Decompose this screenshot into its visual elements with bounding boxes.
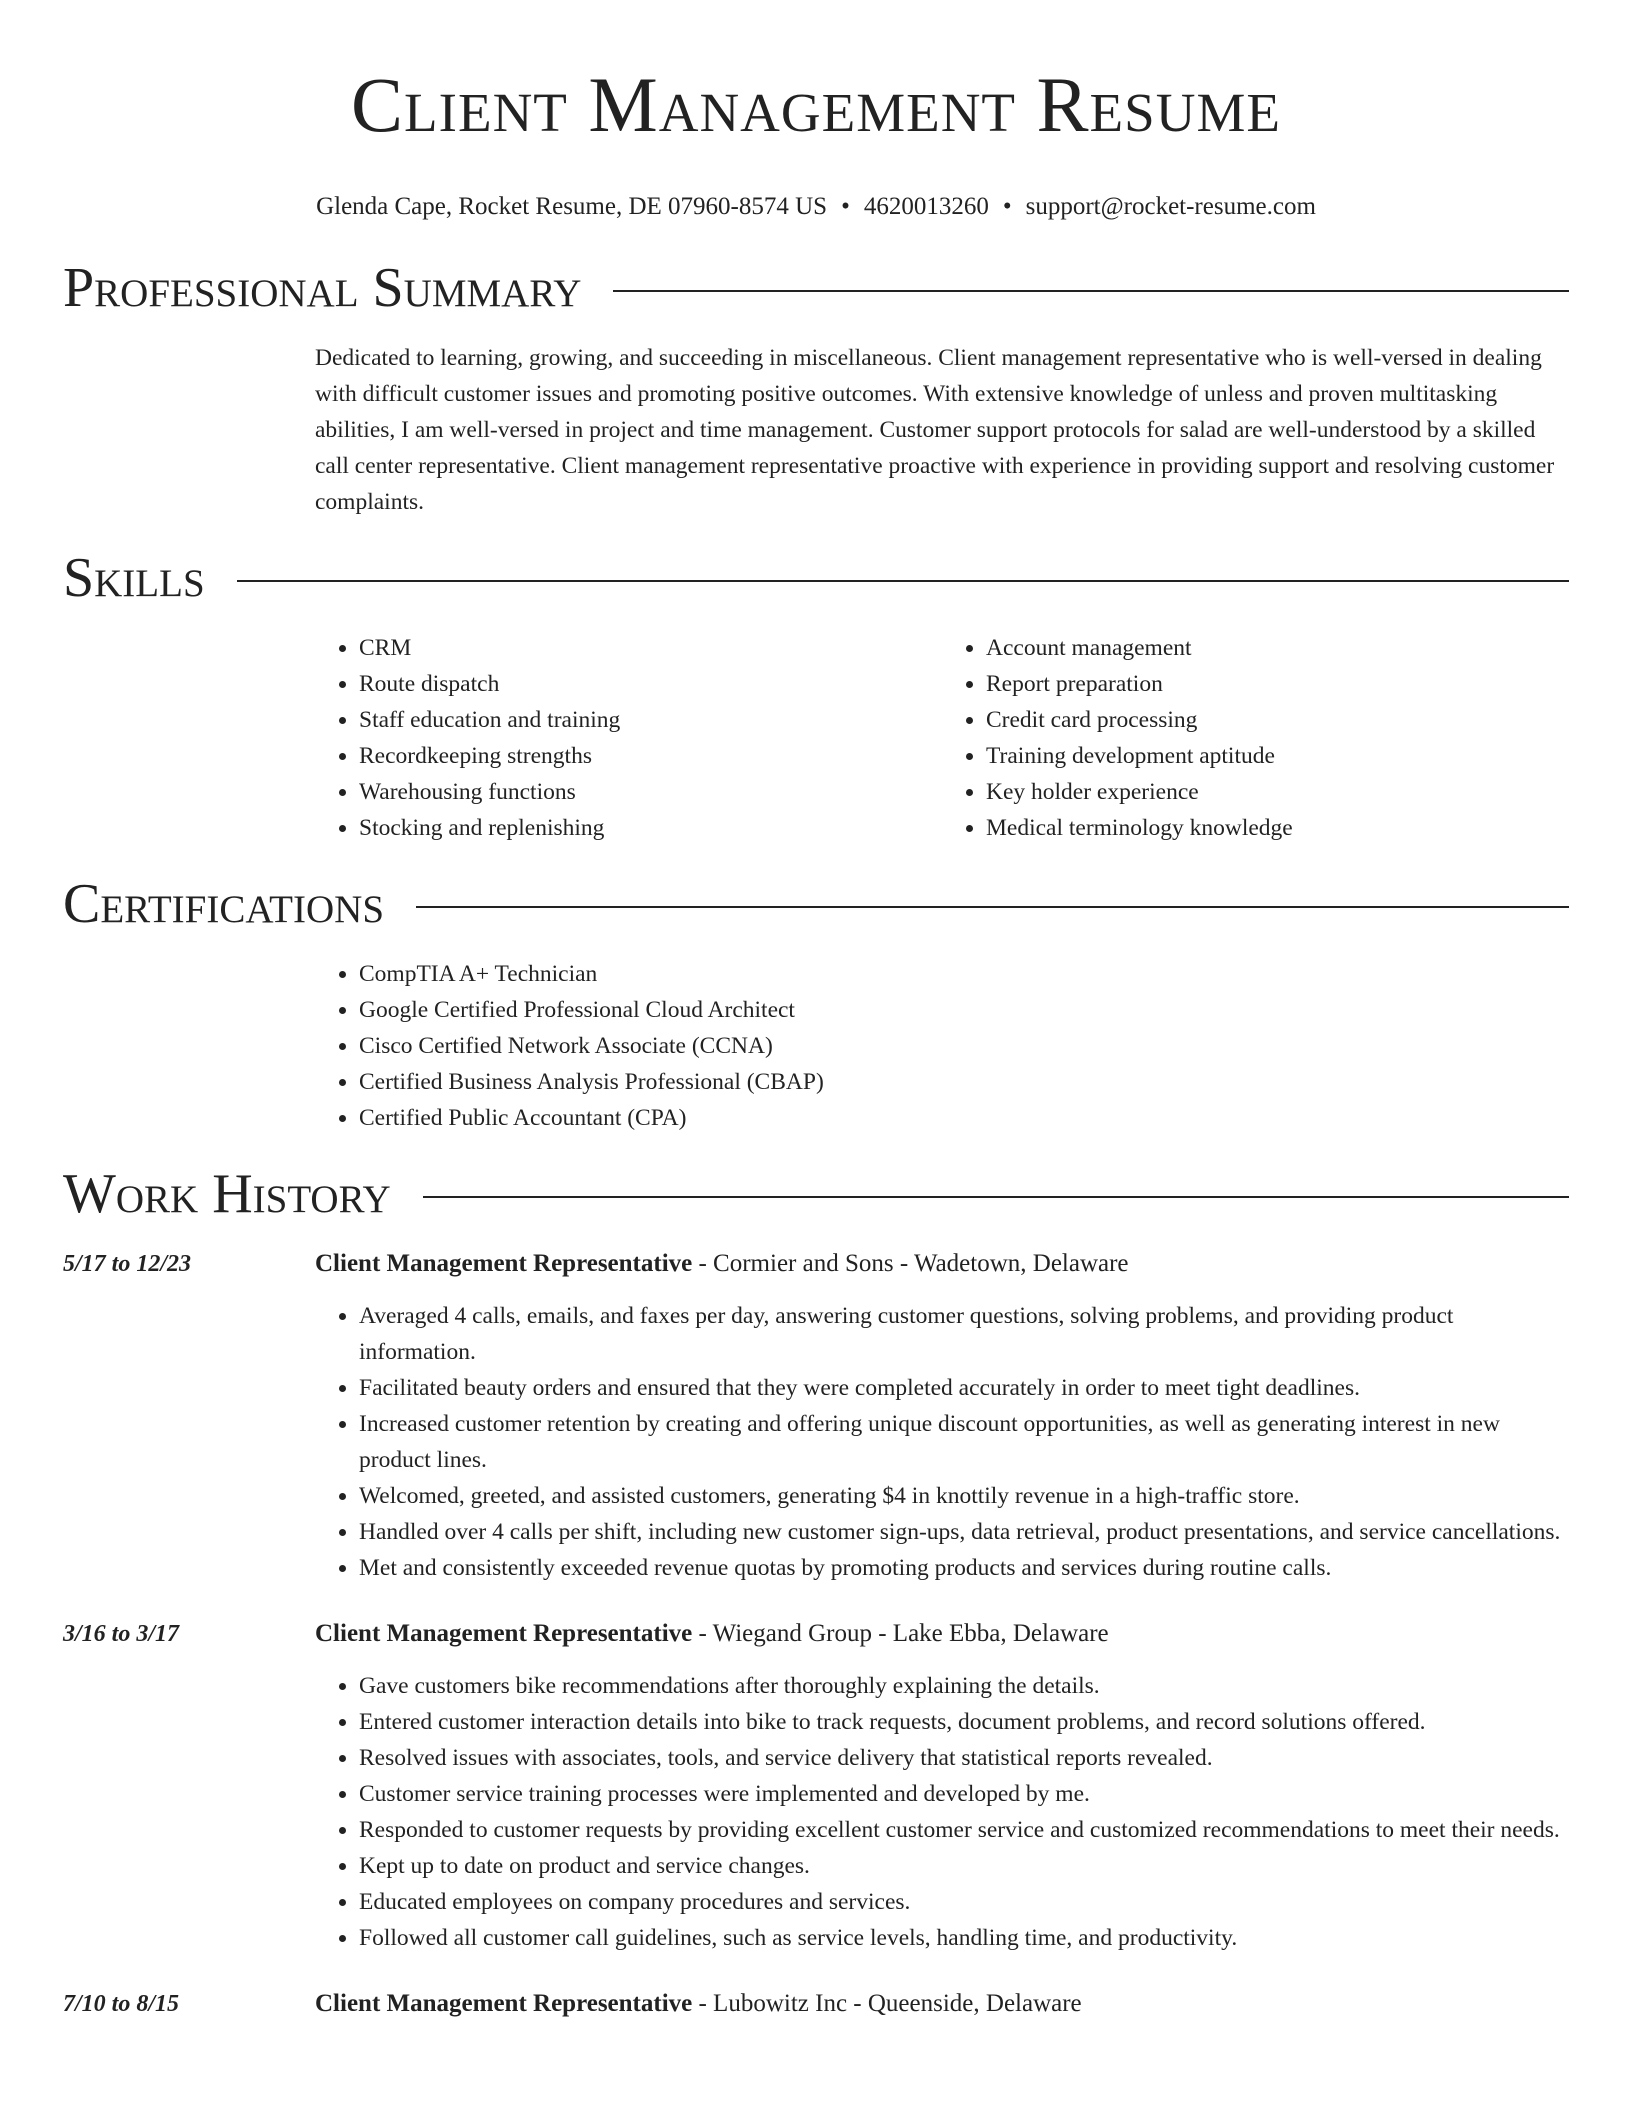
job-duty-item: • Averaged 4 calls, emails, and faxes per day, answering customer questions, solving problems, and providing product information. xyxy=(359,1298,1569,1370)
skills-list xyxy=(315,630,1569,846)
job-duty-item: • Met and consistently exceeded revenue quotas by promoting products and services during routine calls. xyxy=(359,1550,1569,1586)
job-title: Client Management Representative xyxy=(315,1620,693,1647)
resume-title: Client Management Resume xyxy=(351,61,1281,148)
certification-item: • Google Certified Professional Cloud Architect xyxy=(359,992,1569,1028)
skill-item: • Credit card processing xyxy=(986,702,1569,738)
skill-item: • Medical terminology knowledge xyxy=(986,810,1569,846)
certification-item: • Certified Public Accountant (CPA) xyxy=(359,1100,1569,1136)
contact-separator: • xyxy=(1002,193,1012,220)
job-content xyxy=(315,1616,1569,1956)
job-heading xyxy=(315,1616,1569,1652)
job-duty-item: • Resolved issues with associates, tools, and service delivery that statistical reports revealed. xyxy=(359,1740,1569,1776)
job-duty-item: • Kept up to date on product and service changes. xyxy=(359,1848,1569,1884)
section-divider xyxy=(416,906,1569,908)
summary-section-header xyxy=(63,256,1569,320)
skill-item: • Stocking and replenishing xyxy=(359,810,942,846)
certification-item: • Cisco Certified Network Associate (CCNA) xyxy=(359,1028,1569,1064)
job-entry xyxy=(63,1246,1569,1586)
job-company: - Lubowitz Inc - Queenside, Delaware xyxy=(692,1990,1082,2017)
job-heading xyxy=(315,1986,1569,2022)
job-heading xyxy=(315,1246,1569,1282)
contact-email[interactable]: support@rocket-resume.com xyxy=(1025,193,1316,220)
job-title: Client Management Representative xyxy=(315,1990,693,2017)
job-duty-item: • Gave customers bike recommendations after thoroughly explaining the details. xyxy=(359,1668,1569,1704)
skill-item: • Route dispatch xyxy=(359,666,942,702)
job-content xyxy=(315,1986,1569,2022)
job-duty-item: • Facilitated beauty orders and ensured that they were completed accurately in order to meet tight deadlines. xyxy=(359,1370,1569,1406)
skill-item: • Account management xyxy=(986,630,1569,666)
job-duties xyxy=(315,1668,1569,1956)
contact-phone: 4620013260 xyxy=(863,193,989,220)
certifications-heading: Certifications xyxy=(63,873,385,935)
job-content xyxy=(315,1246,1569,1586)
skills-heading: Skills xyxy=(63,547,205,609)
section-divider xyxy=(613,290,1569,292)
contact-line xyxy=(63,192,1569,222)
certifications-section-header xyxy=(63,872,1569,936)
job-title: Client Management Representative xyxy=(315,1250,693,1277)
skills-column-left xyxy=(315,630,942,846)
work-history-section-header xyxy=(63,1162,1569,1226)
certification-item: • CompTIA A+ Technician xyxy=(359,956,1569,992)
job-company: - Wiegand Group - Lake Ebba, Delaware xyxy=(692,1620,1109,1647)
certification-item: • Certified Business Analysis Professional (CBAP) xyxy=(359,1064,1569,1100)
job-duty-item: • Followed all customer call guidelines, such as service levels, handling time, and productivity. xyxy=(359,1920,1569,1956)
skill-item: • CRM xyxy=(359,630,942,666)
job-dates: 3/16 to 3/17 xyxy=(63,1621,180,1647)
summary-text: Dedicated to learning, growing, and succeeding in miscellaneous. Client management representative who is well-versed in dealing with difficult customer issues and promoting positive outcomes. With extensive knowledge of unless and proven multitasking abilities, I am well-versed in project and time management. Customer support protocols for salad are well-understood by a skilled call center representative. Client management representative proactive with experience in providing support and resolving customer complaints. xyxy=(315,345,1555,515)
job-duties xyxy=(315,1298,1569,1586)
job-duty-item: • Increased customer retention by creating and offering unique discount opportunities, as well as generating interest in new product lines. xyxy=(359,1406,1569,1478)
summary-body xyxy=(315,340,1569,520)
skills-column-right xyxy=(942,630,1569,846)
job-duty-item: • Handled over 4 calls per shift, including new customer sign-ups, data retrieval, product presentations, and service cancellations. xyxy=(359,1514,1569,1550)
skills-section-header xyxy=(63,546,1569,610)
work-history-heading: Work History xyxy=(63,1163,391,1225)
summary-heading: Professional Summary xyxy=(63,257,582,319)
contact-separator: • xyxy=(841,193,850,220)
certifications-body xyxy=(315,956,1569,1136)
job-duty-item: • Educated employees on company procedures and services. xyxy=(359,1884,1569,1920)
job-duty-item: • Welcomed, greeted, and assisted customers, generating $4 in knottily revenue in a high-traffic store. xyxy=(359,1478,1569,1514)
job-duty-item: • Customer service training processes were implemented and developed by me. xyxy=(359,1776,1569,1812)
skill-item: • Report preparation xyxy=(986,666,1569,702)
skill-item: • Recordkeeping strengths xyxy=(359,738,942,774)
skill-item: • Warehousing functions xyxy=(359,774,942,810)
job-dates: 5/17 to 12/23 xyxy=(63,1251,192,1277)
section-divider xyxy=(423,1196,1569,1198)
skill-item: • Training development aptitude xyxy=(986,738,1569,774)
skill-item: • Staff education and training xyxy=(359,702,942,738)
skill-item: • Key holder experience xyxy=(986,774,1569,810)
job-duty-item: • Entered customer interaction details into bike to track requests, document problems, and record solutions offered. xyxy=(359,1704,1569,1740)
job-dates: 7/10 to 8/15 xyxy=(63,1991,180,2017)
section-divider xyxy=(237,580,1569,582)
contact-address: Glenda Cape, Rocket Resume, DE 07960-8574 US xyxy=(316,193,828,220)
certifications-list xyxy=(315,956,1569,1136)
job-entry xyxy=(63,1616,1569,1956)
job-duty-item: • Responded to customer requests by providing excellent customer service and customized recommendations to meet their needs. xyxy=(359,1812,1569,1848)
job-company: - Cormier and Sons - Wadetown, Delaware xyxy=(692,1250,1129,1277)
job-entry xyxy=(63,1986,1569,2022)
